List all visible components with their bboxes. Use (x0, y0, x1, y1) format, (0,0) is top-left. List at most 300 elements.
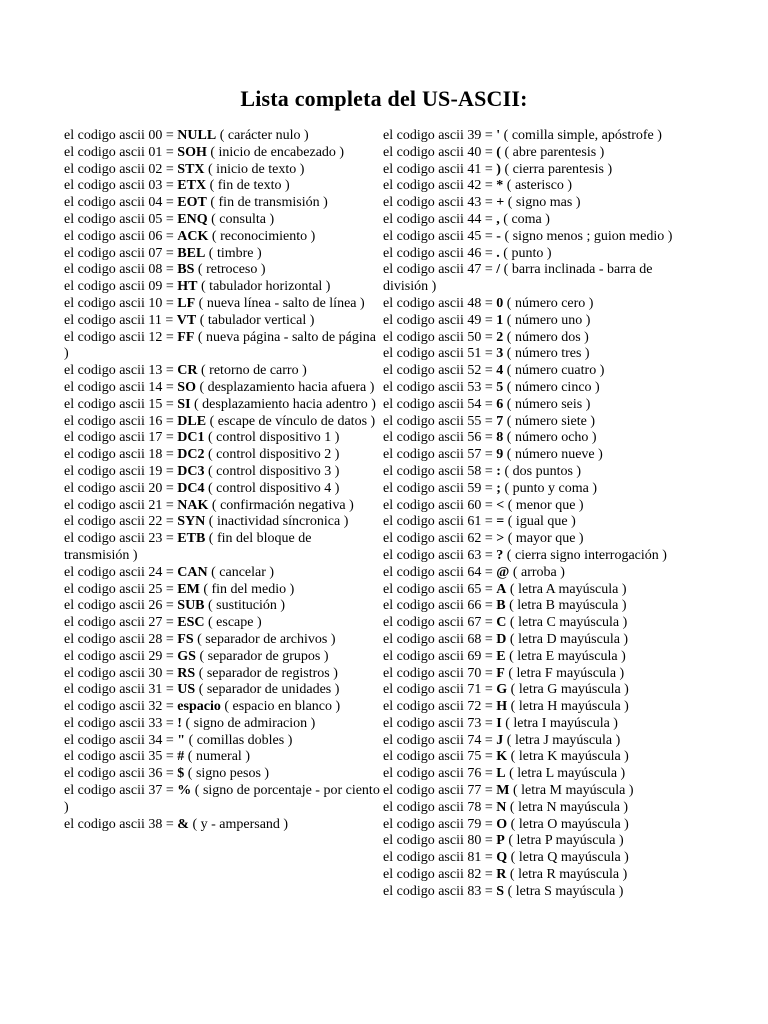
ascii-entry: el codigo ascii 09 = HT ( tabulador horizontal ) (64, 279, 331, 295)
ascii-entry-description: ( separador de unidades ) (198, 682, 340, 698)
ascii-entry: el codigo ascii 16 = DLE ( escape de vínculo de datos ) (64, 413, 376, 429)
ascii-entry: el codigo ascii 30 = RS ( separador de registros ) (64, 665, 338, 681)
ascii-entry-description: ( número ocho ) (506, 430, 597, 446)
ascii-entry-description: ( tabulador horizontal ) (201, 279, 331, 295)
ascii-entry: el codigo ascii 76 = L ( letra L mayúscula ) (383, 766, 626, 782)
ascii-entry-prefix: el codigo ascii (64, 228, 145, 244)
ascii-entry-prefix: el codigo ascii (64, 497, 145, 513)
ascii-entry-symbol: - (496, 228, 501, 244)
ascii-entry-prefix: el codigo ascii (64, 245, 145, 261)
ascii-entry-prefix: el codigo ascii (64, 665, 145, 681)
ascii-entry-description: ( retroceso ) (197, 262, 266, 278)
ascii-entry-code: 15 (148, 396, 163, 412)
ascii-entry-code: 40 (467, 144, 482, 160)
ascii-entry: el codigo ascii 51 = 3 ( número tres ) (383, 346, 590, 362)
ascii-entry: el codigo ascii 54 = 6 ( número seis ) (383, 396, 591, 412)
ascii-entry-description: ( confirmación negativa ) (211, 497, 354, 513)
ascii-entry-code: 14 (148, 379, 163, 395)
ascii-entry-description: ( número siete ) (506, 413, 596, 429)
ascii-entry-prefix: el codigo ascii (64, 379, 145, 395)
ascii-entry-prefix: el codigo ascii (64, 564, 145, 580)
ascii-entry-description: ( sustitución ) (208, 598, 286, 614)
ascii-entry-code: 44 (467, 211, 482, 227)
ascii-entry-description: ( número uno ) (506, 312, 591, 328)
ascii-entry-symbol: 9 (496, 447, 504, 463)
ascii-entry: el codigo ascii 03 = ETX ( fin de texto ) (64, 178, 290, 194)
ascii-entry: el codigo ascii 14 = SO ( desplazamiento hacia afuera ) (64, 379, 375, 395)
ascii-entry-prefix: el codigo ascii (383, 631, 464, 647)
ascii-entry-prefix: el codigo ascii (383, 312, 464, 328)
ascii-entry-code: 74 (467, 732, 482, 748)
ascii-entry-symbol: < (496, 497, 505, 513)
ascii-entry-description: ( escape de vínculo de datos ) (209, 413, 376, 429)
ascii-entry-prefix: el codigo ascii (64, 699, 145, 715)
ascii-entry: el codigo ascii 27 = ESC ( escape ) (64, 615, 262, 631)
ascii-entry-code: 09 (148, 279, 163, 295)
ascii-entry-code: 50 (467, 329, 482, 345)
ascii-entry: el codigo ascii 82 = R ( letra R mayúscula ) (383, 867, 628, 883)
ascii-entry: el codigo ascii 06 = ACK ( reconocimiento ) (64, 228, 316, 244)
ascii-entry-description: ( fin del bloque de transmisión ) (64, 531, 312, 563)
ascii-entry-symbol: DC3 (177, 463, 205, 479)
ascii-entry-symbol: 3 (496, 346, 504, 362)
ascii-entry-prefix: el codigo ascii (383, 379, 464, 395)
ascii-entry: el codigo ascii 78 = N ( letra N mayúscula ) (383, 799, 629, 815)
ascii-entry-code: 35 (148, 749, 163, 765)
ascii-entry-code: 53 (467, 379, 482, 395)
ascii-entry-prefix: el codigo ascii (383, 883, 464, 899)
ascii-entry: el codigo ascii 68 = D ( letra D mayúscula ) (383, 631, 629, 647)
ascii-entry-description: ( número seis ) (506, 396, 591, 412)
ascii-entry: el codigo ascii 64 = @ ( arroba ) (383, 564, 565, 580)
ascii-entry-prefix: el codigo ascii (383, 295, 464, 311)
ascii-entry-code: 75 (467, 749, 482, 765)
ascii-entry-description: ( signo de porcentaje - por ciento ) (64, 783, 380, 815)
ascii-entry-code: 82 (467, 867, 482, 883)
ascii-entry: el codigo ascii 59 = ; ( punto y coma ) (383, 480, 597, 496)
ascii-entry-prefix: el codigo ascii (383, 363, 464, 379)
ascii-entry-prefix: el codigo ascii (383, 648, 464, 664)
ascii-entry-code: 29 (148, 648, 163, 664)
ascii-entry-code: 04 (148, 195, 163, 211)
ascii-entry-code: 06 (148, 228, 163, 244)
ascii-entry-prefix: el codigo ascii (64, 312, 145, 328)
ascii-entry-description: ( fin de texto ) (209, 178, 290, 194)
ascii-entry-prefix: el codigo ascii (383, 732, 464, 748)
ascii-entry-description: ( signo mas ) (507, 195, 581, 211)
page-title: Lista completa del US-ASCII: (240, 86, 528, 111)
ascii-entry-prefix: el codigo ascii (383, 799, 464, 815)
ascii-entry-code: 22 (148, 514, 163, 530)
ascii-entry: el codigo ascii 05 = ENQ ( consulta ) (64, 211, 275, 227)
ascii-entry-prefix: el codigo ascii (64, 144, 145, 160)
ascii-entry-description: ( letra Q mayúscula ) (510, 850, 629, 866)
ascii-entry-symbol: D (496, 631, 507, 647)
ascii-entry: el codigo ascii 74 = J ( letra J mayúscula ) (383, 732, 621, 748)
ascii-entry-symbol: DLE (177, 413, 207, 429)
ascii-entry: el codigo ascii 41 = ) ( cierra parentesis ) (383, 161, 613, 177)
ascii-entry-code: 60 (467, 497, 482, 513)
ascii-entry-description: ( separador de registros ) (198, 665, 338, 681)
ascii-entry-prefix: el codigo ascii (64, 732, 145, 748)
ascii-entry: el codigo ascii 66 = B ( letra B mayúscula ) (383, 598, 627, 614)
ascii-entry-description: ( reconocimiento ) (211, 228, 316, 244)
ascii-entry-prefix: el codigo ascii (383, 715, 464, 731)
ascii-entry-prefix: el codigo ascii (64, 195, 145, 211)
ascii-entry-symbol: SYN (177, 514, 206, 530)
ascii-entry-symbol: I (496, 715, 502, 731)
ascii-entry: el codigo ascii 70 = F ( letra F mayúscula ) (383, 665, 625, 681)
ascii-entry: el codigo ascii 38 = & ( y - ampersand ) (64, 816, 289, 832)
ascii-entry: el codigo ascii 57 = 9 ( número nueve ) (383, 447, 603, 463)
ascii-entry-description: ( control dispositivo 1 ) (208, 430, 340, 446)
ascii-entry-code: 39 (467, 128, 482, 143)
ascii-entry-prefix: el codigo ascii (383, 195, 464, 211)
ascii-entry-symbol: @ (496, 564, 510, 580)
ascii-entry-code: 63 (467, 547, 482, 563)
ascii-entry-code: 56 (467, 430, 482, 446)
ascii-entry-symbol: DC1 (177, 430, 205, 446)
ascii-entry: el codigo ascii 61 = = ( igual que ) (383, 514, 576, 530)
ascii-entry-symbol: P (496, 833, 505, 849)
ascii-entry-symbol: B (496, 598, 506, 614)
ascii-entry-prefix: el codigo ascii (64, 211, 145, 227)
ascii-entry-description: ( control dispositivo 3 ) (208, 463, 340, 479)
ascii-entry-code: 47 (467, 262, 482, 278)
ascii-entry: el codigo ascii 58 = : ( dos puntos ) (383, 463, 582, 479)
ascii-entry-prefix: el codigo ascii (383, 564, 464, 580)
ascii-entry-prefix: el codigo ascii (383, 463, 464, 479)
ascii-entry: el codigo ascii 25 = EM ( fin del medio ) (64, 581, 295, 597)
ascii-entry-code: 77 (467, 783, 482, 799)
ascii-entry-code: 55 (467, 413, 482, 429)
ascii-entry-symbol: NULL (177, 128, 217, 143)
ascii-entry-symbol: * (496, 178, 504, 194)
ascii-entry-symbol: 2 (496, 329, 504, 345)
ascii-entry-symbol: % (177, 783, 192, 799)
ascii-entry-description: ( inactividad síncronica ) (208, 514, 349, 530)
ascii-entry-description: ( letra I mayúscula ) (505, 715, 618, 731)
ascii-entry-prefix: el codigo ascii (383, 665, 464, 681)
ascii-entry-prefix: el codigo ascii (383, 228, 464, 244)
ascii-entry: el codigo ascii 08 = BS ( retroceso ) (64, 262, 266, 278)
ascii-entry-code: 62 (467, 531, 482, 547)
ascii-entry: el codigo ascii 45 = - ( signo menos ; guion medio ) (383, 228, 673, 244)
ascii-entry-prefix: el codigo ascii (64, 816, 145, 832)
ascii-entry-description: ( letra P mayúscula ) (508, 833, 624, 849)
ascii-entry-prefix: el codigo ascii (64, 615, 145, 631)
ascii-entry-code: 02 (148, 161, 163, 177)
ascii-entry-symbol: ; (496, 480, 501, 496)
ascii-entry-prefix: el codigo ascii (64, 480, 145, 496)
ascii-entry-description: ( signo de admiracion ) (185, 715, 316, 731)
ascii-entry-prefix: el codigo ascii (383, 867, 464, 883)
ascii-entry-symbol: $ (177, 766, 185, 782)
ascii-entry-symbol: K (496, 749, 508, 765)
ascii-entry-code: 51 (467, 346, 482, 362)
ascii-entry-description: ( arroba ) (512, 564, 565, 580)
ascii-entry-description: ( letra A mayúscula ) (509, 581, 627, 597)
ascii-entry: el codigo ascii 75 = K ( letra K mayúscula ) (383, 749, 629, 765)
ascii-entry: el codigo ascii 21 = NAK ( confirmación negativa ) (64, 497, 354, 513)
ascii-entry-symbol: 6 (496, 396, 504, 412)
ascii-entry-prefix: el codigo ascii (383, 783, 464, 799)
ascii-entry-prefix: el codigo ascii (383, 531, 464, 547)
ascii-entry-symbol: S (496, 883, 505, 899)
ascii-entry-code: 10 (148, 295, 163, 311)
ascii-list-left-column (64, 128, 380, 833)
ascii-entry-code: 48 (467, 295, 482, 311)
ascii-entry: el codigo ascii 02 = STX ( inicio de texto ) (64, 161, 305, 177)
ascii-entry-description: ( desplazamiento hacia adentro ) (194, 396, 376, 412)
ascii-entry-code: 34 (148, 732, 163, 748)
ascii-entry: el codigo ascii 24 = CAN ( cancelar ) (64, 564, 275, 580)
ascii-entry-code: 26 (148, 598, 163, 614)
ascii-entry-code: 27 (148, 615, 163, 631)
ascii-entry-description: ( letra S mayúscula ) (507, 883, 624, 899)
ascii-entry-code: 13 (148, 363, 163, 379)
ascii-entry-symbol: ! (177, 715, 182, 731)
ascii-entry-code: 37 (148, 783, 163, 799)
ascii-entry-prefix: el codigo ascii (383, 447, 464, 463)
ascii-entry-symbol: ' (496, 128, 501, 143)
ascii-entry-description: ( coma ) (503, 211, 550, 227)
ascii-entry-symbol: , (496, 211, 500, 227)
ascii-entry-symbol: ? (496, 547, 504, 563)
ascii-entry-code: 32 (148, 699, 163, 715)
ascii-entry-symbol: LF (177, 295, 196, 311)
ascii-entry-code: 45 (467, 228, 482, 244)
ascii-entry-code: 64 (467, 564, 482, 580)
ascii-entry: el codigo ascii 28 = FS ( separador de archivos ) (64, 631, 336, 647)
ascii-entry-description: ( retorno de carro ) (201, 363, 307, 379)
ascii-entry-prefix: el codigo ascii (383, 413, 464, 429)
ascii-entry-prefix: el codigo ascii (383, 766, 464, 782)
ascii-entry: el codigo ascii 62 = > ( mayor que ) (383, 531, 584, 547)
ascii-entry-symbol: 7 (496, 413, 504, 429)
ascii-entry-code: 28 (148, 631, 163, 647)
ascii-entry-symbol: ETB (177, 531, 206, 547)
ascii-entry-description: ( letra L mayúscula ) (509, 766, 626, 782)
ascii-entry-prefix: el codigo ascii (64, 363, 145, 379)
ascii-entry: el codigo ascii 73 = I ( letra I mayúscula ) (383, 715, 618, 731)
ascii-entry-code: 19 (148, 463, 163, 479)
ascii-entry: el codigo ascii 10 = LF ( nueva línea - salto de línea ) (64, 295, 365, 311)
ascii-entry-symbol: J (496, 732, 504, 748)
ascii-entry-code: 52 (467, 363, 482, 379)
ascii-entry: el codigo ascii 01 = SOH ( inicio de encabezado ) (64, 144, 345, 160)
ascii-entry-prefix: el codigo ascii (64, 514, 145, 530)
ascii-entry-symbol: SUB (177, 598, 205, 614)
ascii-entry-description: ( número tres ) (506, 346, 590, 362)
ascii-entry-prefix: el codigo ascii (383, 396, 464, 412)
ascii-entry-description: ( cierra signo interrogación ) (506, 547, 667, 563)
ascii-entry-symbol: ETX (177, 178, 207, 194)
ascii-entry-symbol: CR (177, 363, 198, 379)
ascii-entry-prefix: el codigo ascii (383, 682, 464, 698)
ascii-entry-symbol: RS (177, 665, 196, 681)
ascii-entry: el codigo ascii 71 = G ( letra G mayúscula ) (383, 682, 629, 698)
ascii-entry: el codigo ascii 07 = BEL ( timbre ) (64, 245, 262, 261)
ascii-entry: el codigo ascii 12 = FF ( nueva página - salto de página ) (64, 329, 376, 362)
ascii-entry-code: 83 (467, 883, 482, 899)
ascii-entry-symbol: FF (177, 329, 195, 345)
ascii-entry: el codigo ascii 18 = DC2 ( control dispositivo 2 ) (64, 447, 340, 463)
ascii-entry-code: 46 (467, 245, 482, 261)
ascii-entry-description: ( inicio de texto ) (208, 161, 305, 177)
ascii-entry-code: 71 (467, 682, 482, 698)
ascii-entry-code: 69 (467, 648, 482, 664)
ascii-entry-symbol: Q (496, 850, 508, 866)
ascii-entry-symbol: A (496, 581, 507, 597)
ascii-entry: el codigo ascii 80 = P ( letra P mayúscula ) (383, 833, 624, 849)
ascii-entry: el codigo ascii 81 = Q ( letra Q mayúscula ) (383, 850, 629, 866)
ascii-entry: el codigo ascii 79 = O ( letra O mayúscula ) (383, 816, 629, 832)
ascii-entry-prefix: el codigo ascii (64, 783, 145, 799)
ascii-entry-prefix: el codigo ascii (383, 497, 464, 513)
ascii-entry-prefix: el codigo ascii (64, 531, 145, 547)
ascii-entry-code: 41 (467, 161, 482, 177)
ascii-entry: el codigo ascii 35 = # ( numeral ) (64, 749, 250, 765)
ascii-entry-symbol: ENQ (177, 211, 208, 227)
ascii-entry-symbol: L (496, 766, 506, 782)
ascii-entry-symbol: = (496, 514, 505, 530)
ascii-entry-code: 49 (467, 312, 482, 328)
ascii-entry-description: ( cancelar ) (211, 564, 275, 580)
ascii-entry-symbol: DC4 (177, 480, 205, 496)
ascii-entry-symbol: ACK (177, 228, 209, 244)
ascii-entry: el codigo ascii 63 = ? ( cierra signo interrogación ) (383, 547, 667, 563)
ascii-entry: el codigo ascii 31 = US ( separador de unidades ) (64, 682, 340, 698)
ascii-entry-symbol: . (496, 245, 500, 261)
ascii-entry-prefix: el codigo ascii (64, 329, 145, 345)
ascii-entry-description: ( número dos ) (506, 329, 589, 345)
ascii-entry-description: ( letra K mayúscula ) (510, 749, 629, 765)
ascii-entry-symbol: HT (177, 279, 198, 295)
ascii-entry-code: 01 (148, 144, 163, 160)
ascii-entry: el codigo ascii 44 = , ( coma ) (383, 211, 550, 227)
ascii-entry-symbol: DC2 (177, 447, 205, 463)
ascii-entry-code: 59 (467, 480, 482, 496)
ascii-entry: el codigo ascii 34 = " ( comillas dobles ) (64, 732, 293, 748)
ascii-entry: el codigo ascii 47 = / ( barra inclinada - barra de división ) (383, 262, 653, 295)
ascii-entry-symbol: & (177, 816, 189, 832)
ascii-entry-code: 57 (467, 447, 482, 463)
ascii-entry-code: 79 (467, 816, 482, 832)
ascii-entry: el codigo ascii 17 = DC1 ( control dispositivo 1 ) (64, 430, 340, 446)
ascii-entry-description: ( dos puntos ) (504, 463, 582, 479)
ascii-entry-code: 81 (467, 850, 482, 866)
ascii-entry-description: ( control dispositivo 4 ) (208, 480, 340, 496)
ascii-entry-prefix: el codigo ascii (383, 128, 464, 143)
ascii-entry-symbol: US (177, 682, 196, 698)
ascii-entry: el codigo ascii 42 = * ( asterisco ) (383, 178, 573, 194)
ascii-entry-symbol: EM (177, 581, 200, 597)
ascii-entry: el codigo ascii 04 = EOT ( fin de transmisión ) (64, 195, 328, 211)
ascii-entry: el codigo ascii 46 = . ( punto ) (383, 245, 552, 261)
ascii-entry-prefix: el codigo ascii (383, 615, 464, 631)
ascii-entry-code: 21 (148, 497, 163, 513)
ascii-entry-prefix: el codigo ascii (64, 262, 145, 278)
ascii-entry-code: 16 (148, 413, 163, 429)
ascii-entry-code: 03 (148, 178, 163, 194)
ascii-entry-symbol: + (496, 195, 505, 211)
ascii-entry-prefix: el codigo ascii (64, 413, 145, 429)
ascii-entry-description: ( letra D mayúscula ) (509, 631, 629, 647)
ascii-entry-symbol: 5 (496, 379, 504, 395)
ascii-entry-prefix: el codigo ascii (383, 581, 464, 597)
ascii-entry: el codigo ascii 56 = 8 ( número ocho ) (383, 430, 597, 446)
ascii-entry: el codigo ascii 67 = C ( letra C mayúscula ) (383, 615, 628, 631)
ascii-entry: el codigo ascii 33 = ! ( signo de admiracion ) (64, 715, 316, 731)
ascii-entry-symbol: C (496, 615, 507, 631)
ascii-entry-prefix: el codigo ascii (383, 850, 464, 866)
ascii-entry-prefix: el codigo ascii (383, 329, 464, 345)
ascii-entry-symbol: SI (177, 396, 191, 412)
ascii-entry-symbol: VT (176, 312, 197, 328)
ascii-entry-description: ( carácter nulo ) (219, 128, 309, 143)
ascii-entry-description: ( letra J mayúscula ) (506, 732, 621, 748)
ascii-entry-symbol: N (496, 799, 507, 815)
ascii-entry-symbol: 4 (496, 363, 504, 379)
ascii-entry-code: 17 (148, 430, 163, 446)
ascii-entry-symbol: espacio (177, 699, 221, 715)
ascii-entry-prefix: el codigo ascii (64, 128, 145, 143)
ascii-entry-description: ( separador de grupos ) (199, 648, 329, 664)
ascii-entry: el codigo ascii 48 = 0 ( número cero ) (383, 295, 594, 311)
ascii-entry-description: ( separador de archivos ) (197, 631, 336, 647)
ascii-entry-code: 73 (467, 715, 482, 731)
ascii-entry: el codigo ascii 83 = S ( letra S mayúscula ) (383, 883, 624, 899)
ascii-entry-description: ( punto ) (503, 245, 552, 261)
ascii-entry-code: 38 (148, 816, 163, 832)
ascii-entry-symbol: 0 (496, 295, 504, 311)
ascii-entry: el codigo ascii 60 = < ( menor que ) (383, 497, 584, 513)
ascii-entry-code: 33 (148, 715, 163, 731)
ascii-entry-symbol: F (496, 665, 505, 681)
ascii-entry-symbol: ESC (177, 615, 205, 631)
ascii-entry-code: 07 (148, 245, 163, 261)
ascii-entry-code: 11 (148, 312, 162, 328)
ascii-entry-code: 18 (148, 447, 163, 463)
ascii-entry-code: 61 (467, 514, 482, 530)
ascii-entry-symbol: G (496, 682, 508, 698)
ascii-entry-prefix: el codigo ascii (383, 833, 464, 849)
ascii-entry: el codigo ascii 37 = % ( signo de porcentaje - por ciento ) (64, 783, 380, 815)
ascii-entry-symbol: E (496, 648, 506, 664)
ascii-entry: el codigo ascii 72 = H ( letra H mayúscula ) (383, 699, 629, 715)
ascii-list-right-column (383, 128, 699, 901)
ascii-entry-description: ( letra R mayúscula ) (509, 867, 628, 883)
ascii-entry-prefix: el codigo ascii (383, 699, 464, 715)
ascii-entry-description: ( nueva línea - salto de línea ) (198, 295, 365, 311)
ascii-entry: el codigo ascii 29 = GS ( separador de grupos ) (64, 648, 329, 664)
ascii-entry-description: ( barra inclinada - barra de división ) (383, 262, 653, 295)
ascii-entry-symbol: SOH (177, 144, 207, 160)
ascii-entry-description: ( fin de transmisión ) (210, 195, 328, 211)
ascii-entry: el codigo ascii 13 = CR ( retorno de carro ) (64, 363, 307, 379)
ascii-entry-symbol: / (496, 262, 501, 278)
ascii-entry-symbol: " (177, 732, 186, 748)
ascii-entry-code: 43 (467, 195, 482, 211)
ascii-entry-description: ( numeral ) (187, 749, 250, 765)
ascii-entry-description: ( abre parentesis ) (504, 144, 605, 160)
ascii-entry: el codigo ascii 49 = 1 ( número uno ) (383, 312, 591, 328)
ascii-entry-description: ( letra H mayúscula ) (510, 699, 629, 715)
ascii-entry-description: ( igual que ) (507, 514, 576, 530)
ascii-entry-prefix: el codigo ascii (64, 631, 145, 647)
ascii-entry-description: ( punto y coma ) (504, 480, 597, 496)
